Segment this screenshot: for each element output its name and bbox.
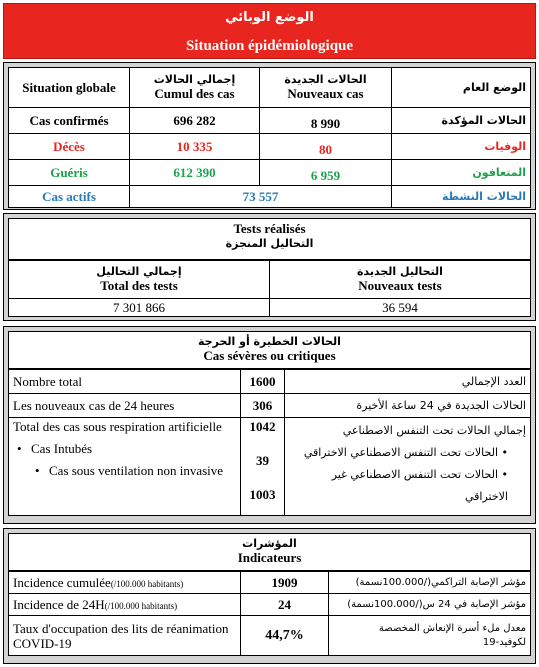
global-situation-table (8, 67, 531, 208)
indicators-title-fr: Indicateurs (237, 550, 302, 565)
col-header-general-ar: الوضع العام (392, 68, 531, 108)
respiration-values: 1042 39 1003 (241, 418, 285, 516)
bullet-icon: • (17, 441, 22, 456)
severe-title-ar: الحالات الخطيرة أو الحرجة (198, 335, 341, 348)
respiration-labels-ar: إجمالي الحالات تحت التنفس الاصطناعي • الحالات تحت التنفس الاصطناعي الاختراقي • الحالات تحت التنفس الاصطناعي غير الاختراقي (285, 418, 531, 516)
tests-table (8, 260, 531, 317)
indicators-table (8, 571, 531, 656)
header-title-ar: الوضع الوبائي (225, 10, 314, 25)
table-row: Nombre total 1600 العدد الإجمالي (9, 370, 531, 394)
active-cases-row: Cas actifs 73 557 الحالات النشطة (9, 186, 531, 208)
bullet-icon: • (498, 468, 508, 481)
col-header-total: إجمالي الحالات Cumul des cas (130, 68, 260, 108)
tests-title-fr: Tests réalisés (233, 221, 306, 236)
table-row: Les nouveaux cas de 24 heures 306 الحالات الجديدة في 24 ساعة الأخيرة (9, 394, 531, 418)
tests-new-header: التحاليل الجديدة Nouveaux tests (270, 261, 531, 299)
col-header-new: الحالات الجديدة Nouveaux cas (260, 68, 392, 108)
page-header (3, 3, 536, 59)
tests-title-box (8, 218, 531, 260)
severe-title-box (8, 331, 531, 369)
bullet-icon: • (498, 446, 508, 459)
table-row: Incidence cumulée(/100.000 habitants) 1909 مؤشر الإصابة التراكمي(/100.000نسمة) (9, 572, 531, 594)
table-row: Décès 10 335 80 الوفيات (9, 134, 531, 160)
tests-new-value: 36 594 (270, 299, 531, 317)
indicators-title-box (8, 533, 531, 571)
tests-title-ar: التحاليل المنجزة (225, 237, 314, 250)
table-row: Cas confirmés 696 282 8 990 الحالات المؤكدة (9, 108, 531, 134)
bullet-icon: • (35, 463, 40, 478)
indicators-section (3, 528, 536, 664)
col-header-situation: Situation globale (9, 68, 130, 108)
table-row: Guéris 612 390 6 959 المتعافون (9, 160, 531, 186)
tests-total-header: إجمالي التحاليل Total des tests (9, 261, 270, 299)
table-row: Taux d'occupation des lits de réanimation COVID-19 44,7% معدل ملء أسرة الإنعاش المخصصة لكوفيد-19 (9, 616, 531, 656)
tests-section (3, 213, 536, 321)
tests-total-value: 7 301 866 (9, 299, 270, 317)
severe-cases-section (3, 326, 536, 524)
severe-table (8, 369, 531, 516)
indicators-title-ar: المؤشرات (242, 537, 297, 550)
respiration-row (9, 418, 531, 516)
table-row: Incidence de 24H(/100.000 habitants) 24 مؤشر الإصابة في 24 س(/100.000نسمة) (9, 594, 531, 616)
header-title-fr: Situation épidémiologique (185, 38, 354, 54)
respiration-labels: Total des cas sous respiration artificielle • Cas Intubés • Cas sous ventilation non invasive (9, 418, 241, 516)
severe-title-fr: Cas sévères ou critiques (203, 348, 336, 363)
global-situation-section (3, 62, 536, 210)
